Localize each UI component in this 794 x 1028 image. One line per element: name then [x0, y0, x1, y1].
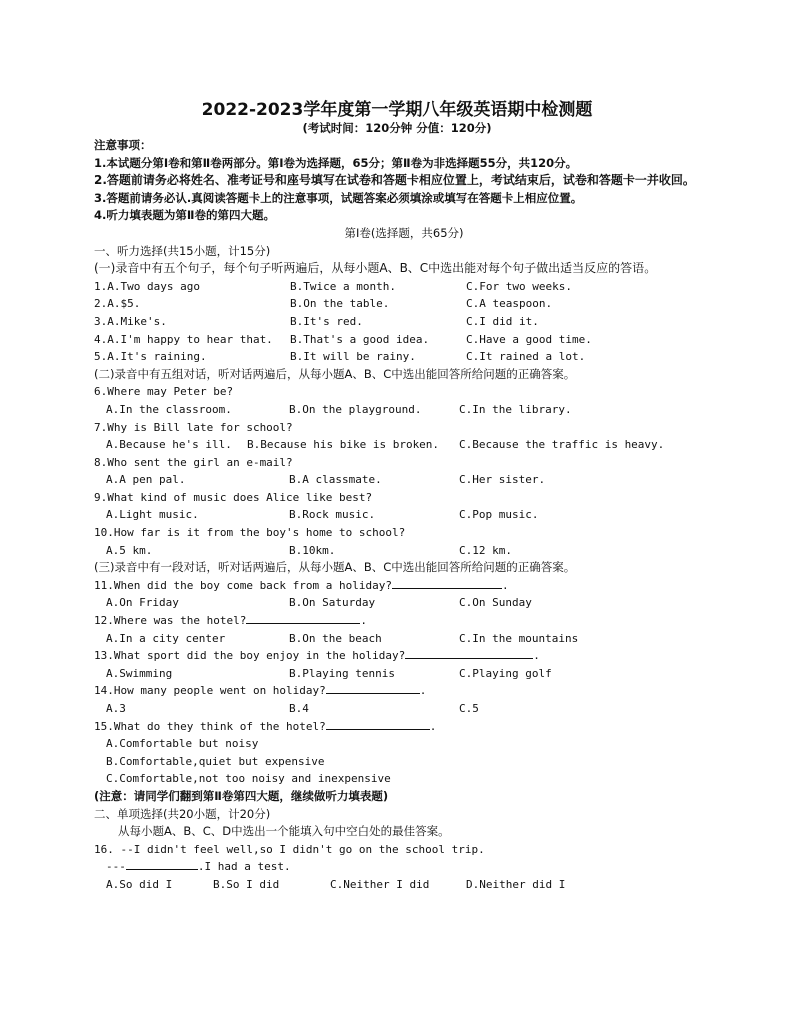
section1-heading: 一、听力选择(共15小题，计15分): [94, 243, 271, 258]
question-text: 11.When did the boy come back from a holiday?: [94, 578, 393, 592]
note-2: 2.答题前请务必将姓名、准考证号和座号填写在试卷和答题卡相应位置上，考试结束后，试卷和答题卡一并收回。: [94, 173, 695, 188]
subsection3-instruction: (三)录音中有一段对话，听对话两遍后，从每小题A、B、C中选出能回答所给问题的正确答案。: [94, 560, 576, 575]
question-row: [94, 348, 714, 366]
option-c: C.Her sister.: [459, 473, 546, 487]
question-stem: 16. --I didn't feel well,so I didn't go on the school trip.: [94, 842, 485, 856]
option-a: 1.A.Two days ago: [94, 279, 200, 293]
option-c: C.In the mountains: [459, 631, 579, 645]
options-row: [94, 401, 714, 419]
options-row: [94, 506, 714, 524]
option-a: A.3: [106, 702, 126, 715]
options-row: [94, 471, 714, 489]
options-row: [94, 436, 714, 454]
options-row: [94, 665, 714, 683]
option-c: C.Neither I did: [330, 877, 430, 891]
option-c: C.On Sunday: [459, 596, 532, 610]
question-stem: 12.Where was the hotel? .: [94, 614, 367, 628]
answer-blank: [326, 718, 430, 730]
question-row: [94, 331, 714, 349]
answer-blank: [246, 612, 360, 624]
option-a: A.Because he's ill.: [106, 438, 232, 452]
option-b: B.Comfortable,quiet but expensive: [106, 754, 325, 768]
options-row: [94, 876, 714, 894]
option-b: B.On the table.: [290, 297, 390, 311]
note-3: 3.答题前请务必认.真阅读答题卡上的注意事项，试题答案必须填涂或填写在答题卡上相应位置。: [94, 190, 583, 205]
option-b: B.4: [289, 702, 309, 715]
prompt-rest: .I had a test.: [197, 860, 291, 874]
section2-instruction: 从每小题A、B、C、D中选出一个能填入句中空白处的最佳答案。: [118, 824, 450, 839]
option-c: C.I did it.: [466, 314, 539, 328]
option-b: B.It will be rainy.: [290, 350, 416, 364]
question-stem: 9.What kind of music does Alice like best?: [94, 490, 373, 504]
question-row: [94, 278, 714, 296]
option-a: A.A pen pal.: [106, 473, 186, 487]
prompt-dash: ---: [106, 860, 126, 874]
option-a: 2.A.$5.: [94, 297, 141, 311]
section2-heading: 二、单项选择(共20小题，计20分): [94, 806, 271, 821]
exam-subtitle: (考试时间：120分钟 分值：120分): [302, 121, 492, 135]
options-row: [94, 630, 714, 648]
option-b: B.Twice a month.: [290, 279, 396, 293]
listening-note: (注意：请同学们翻到第Ⅱ卷第四大题，继续做听力填表题): [94, 788, 389, 803]
options-row: [94, 700, 714, 718]
option-a: A.Comfortable but noisy: [106, 737, 259, 751]
question-text: 12.Where was the hotel?: [94, 614, 247, 628]
question-stem: 13.What sport did the boy enjoy in the holiday? .: [94, 649, 540, 663]
question-stem: 11.When did the boy come back from a holiday? .: [94, 578, 509, 592]
option-b: B.On Saturday: [289, 596, 376, 610]
option-c: C.5: [459, 702, 479, 715]
option-b: B.10km.: [289, 543, 336, 557]
option-c: C.Because the traffic is heavy.: [459, 438, 665, 452]
exam-content: [94, 137, 714, 894]
option-b: B.A classmate.: [289, 473, 382, 487]
question-stem: 7.Why is Bill late for school?: [94, 420, 293, 434]
option-b: B.Playing tennis: [289, 666, 395, 680]
option-b: B.That's a good idea.: [290, 332, 430, 346]
option-a: 3.A.Mike's.: [94, 314, 167, 328]
part1-title: 第Ⅰ卷(选择题，共65分): [344, 225, 464, 240]
option-c: C.Playing golf: [459, 666, 552, 680]
question-stem: 8.Who sent the girl an e-mail?: [94, 455, 293, 469]
options-row: [94, 594, 714, 612]
answer-blank: [126, 858, 198, 870]
option-c: C.In the library.: [459, 402, 572, 416]
option-a: A.Light music.: [106, 508, 199, 522]
option-a: A.In the classroom.: [106, 402, 232, 416]
option-b: B.On the beach: [289, 631, 382, 645]
question-text: 13.What sport did the boy enjoy in the holiday?: [94, 649, 406, 663]
option-c: C.It rained a lot.: [466, 350, 586, 364]
answer-blank: [405, 647, 533, 659]
answer-blank: [326, 682, 420, 694]
question-row: [94, 313, 714, 331]
option-c: C.Have a good time.: [466, 332, 592, 346]
option-b: B.Rock music.: [289, 508, 376, 522]
question-stem: 10.How far is it from the boy's home to school?: [94, 526, 406, 540]
option-c: C.Comfortable,not too noisy and inexpensive: [106, 772, 391, 786]
option-b: B.So I did: [213, 877, 280, 891]
option-b: B.On the playground.: [289, 402, 422, 416]
note-1: 1.本试题分第Ⅰ卷和第Ⅱ卷两部分。第Ⅰ卷为选择题，65分；第Ⅱ卷为非选择题55分，共120分。: [94, 155, 578, 170]
option-c: C.12 km.: [459, 543, 512, 557]
option-a: A.So did I: [106, 877, 173, 891]
notes-heading: 注意事项：: [94, 138, 152, 152]
question-text: 15.What do they think of the hotel?: [94, 719, 326, 733]
question-prompt: [94, 858, 714, 876]
exam-title: 2022-2023学年度第一学期八年级英语期中检测题: [201, 100, 593, 120]
question-stem: 14.How many people went on holiday? .: [94, 684, 427, 698]
note-4: 4.听力填表题为第Ⅱ卷的第四大题。: [94, 208, 275, 223]
answer-blank: [392, 577, 502, 589]
option-c: C.Pop music.: [459, 508, 539, 522]
question-stem: 6.Where may Peter be?: [94, 385, 234, 399]
option-a: A.5 km.: [106, 543, 153, 557]
option-a: A.In a city center: [106, 631, 226, 645]
option-a: 5.A.It's raining.: [94, 350, 207, 364]
option-a: A.Swimming: [106, 666, 173, 680]
option-d: D.Neither did I: [466, 877, 566, 891]
question-stem: 15.What do they think of the hotel? .: [94, 719, 437, 733]
options-row: [94, 542, 714, 560]
option-c: C.A teaspoon.: [466, 297, 553, 311]
option-b: B.Because his bike is broken.: [247, 438, 440, 452]
question-row: [94, 295, 714, 313]
subsection2-instruction: (二)录音中有五组对话，听对话两遍后，从每小题A、B、C中选出能回答所给问题的正确答案。: [94, 366, 576, 381]
subsection1-instruction: (一)录音中有五个句子，每个句子听两遍后，从每小题A、B、C中选出能对每个句子做出适当反应的答语。: [94, 261, 657, 276]
option-a: 4.A.I'm happy to hear that.: [94, 332, 273, 346]
option-a: A.On Friday: [106, 596, 179, 610]
option-c: C.For two weeks.: [466, 279, 572, 293]
question-text: 14.How many people went on holiday?: [94, 684, 326, 698]
option-b: B.It's red.: [290, 314, 363, 328]
